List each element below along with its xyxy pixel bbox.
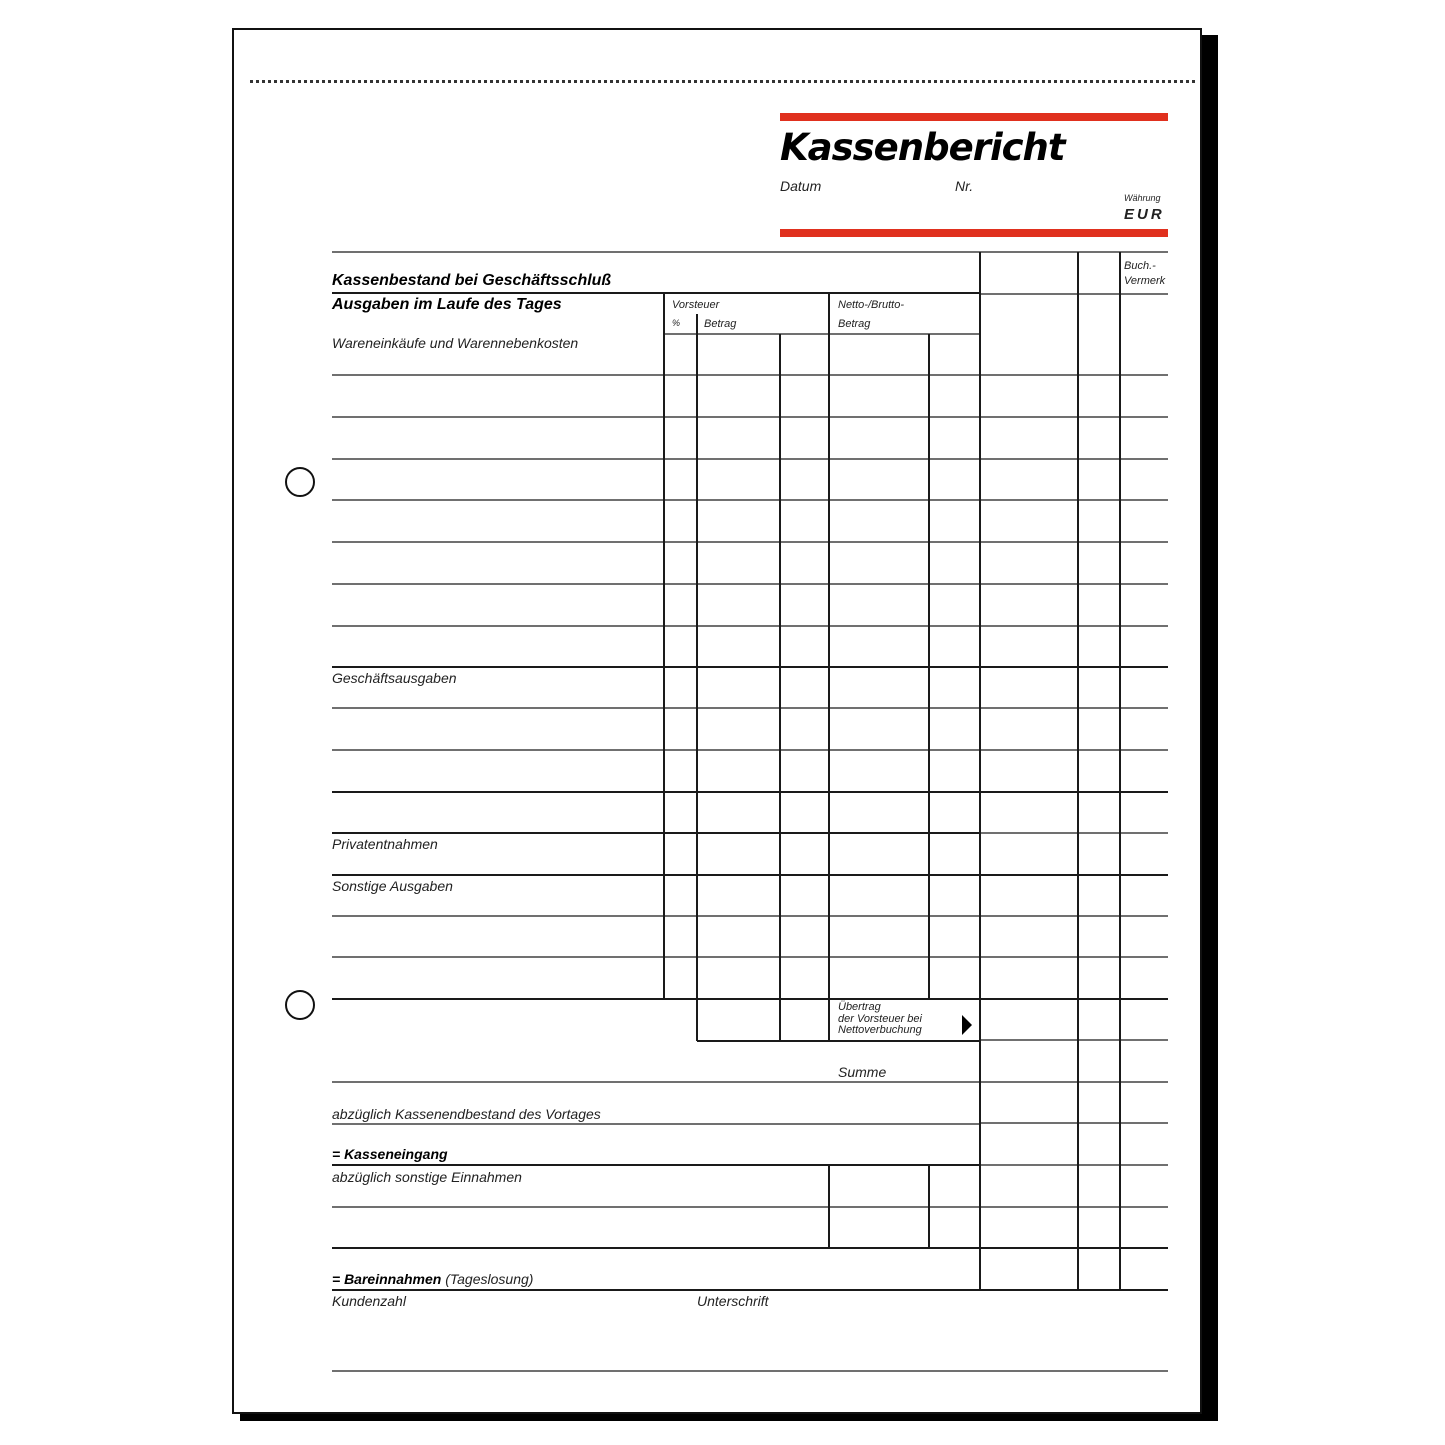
vorsteuer-betrag-label: Betrag bbox=[704, 318, 737, 330]
abzueglich-vortag-label: abzüglich Kassenendbestand des Vortages bbox=[332, 1106, 601, 1122]
grid-section-lines bbox=[332, 293, 1168, 1290]
currency-value: EUR bbox=[1124, 206, 1165, 223]
datum-label: Datum bbox=[780, 178, 822, 194]
grid-vertical-lines bbox=[664, 252, 1120, 1290]
kundenzahl-label: Kundenzahl bbox=[332, 1293, 406, 1309]
wareneinkaeufe-label: Wareneinkäufe und Warennebenkosten bbox=[332, 335, 579, 351]
kasseneingang-label: = Kasseneingang bbox=[332, 1146, 448, 1162]
nr-label: Nr. bbox=[955, 178, 974, 194]
uebertrag-label: Übertrag der Vorsteuer bei Nettoverbuchung bbox=[838, 1001, 922, 1037]
buch-vermerk-label: Buch.- Vermerk bbox=[1124, 260, 1166, 288]
bareinnahmen-label: = Bareinnahmen bbox=[332, 1271, 442, 1287]
ausgaben-heading: Ausgaben im Laufe des Tages bbox=[332, 296, 562, 313]
vorsteuer-label: Vorsteuer bbox=[672, 299, 720, 311]
grid-horizontal-lines bbox=[332, 252, 1168, 1371]
sonstige-ausgaben-label: Sonstige Ausgaben bbox=[332, 878, 453, 894]
netto-betrag-label: Betrag bbox=[838, 318, 871, 330]
uebertrag-arrow-icon bbox=[962, 1015, 972, 1035]
abzueglich-sonstige-label: abzüglich sonstige Einnahmen bbox=[332, 1169, 522, 1185]
currency-label: Währung bbox=[1124, 193, 1161, 203]
netto-brutto-label: Netto-/Brutto- bbox=[838, 299, 905, 311]
bareinnahmen-row bbox=[332, 1272, 533, 1286]
percent-label: % bbox=[672, 318, 681, 328]
kassenbestand-heading: Kassenbestand bei Geschäftsschluß bbox=[332, 272, 612, 289]
geschaeftsausgaben-label: Geschäftsausgaben bbox=[332, 670, 457, 686]
privatentnahmen-label: Privatentnahmen bbox=[332, 836, 438, 852]
summe-label: Summe bbox=[838, 1064, 887, 1080]
form-title: Kassenbericht bbox=[780, 126, 1065, 169]
unterschrift-label: Unterschrift bbox=[697, 1293, 769, 1309]
tageslosung-label: (Tageslosung) bbox=[445, 1271, 534, 1287]
